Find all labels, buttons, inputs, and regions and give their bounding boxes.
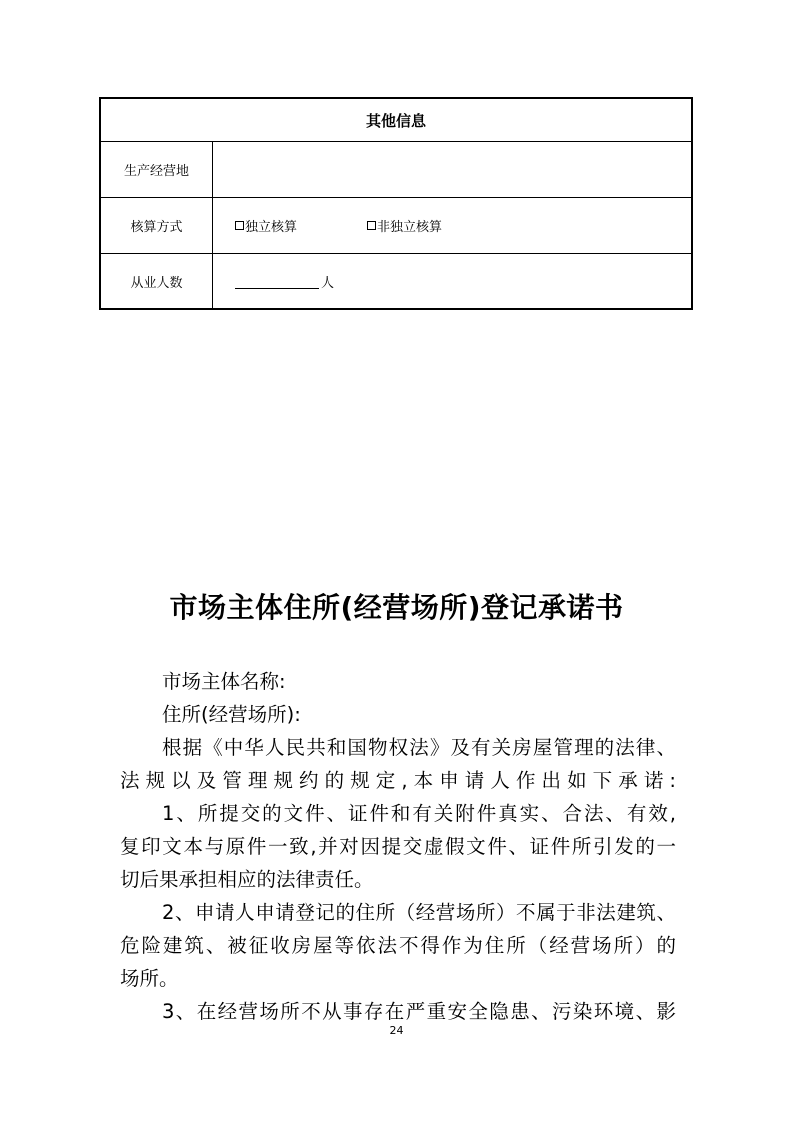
employee-count-label: 从业人数 [101,254,213,308]
employee-count-unit: 人 [321,275,335,291]
other-info-table [99,97,693,310]
pledge-body [120,665,676,1028]
pledge-line: 复印文本与原件一致,并对因提交虚假文件、证件所引发的一 [120,835,676,858]
pledge-line: 1、所提交的文件、证件和有关附件真实、合法、有效, [162,802,676,825]
accounting-method-options [213,198,691,253]
table-header: 其他信息 [101,99,691,142]
independent-accounting-option[interactable] [235,216,297,235]
table-row-employee-count [101,254,691,308]
table-row-accounting-method [101,198,691,254]
independent-accounting-label: 独立核算 [245,220,298,235]
pledge-line: 住所(经营场所): [162,703,301,726]
pledge-line: 市场主体名称: [162,670,286,693]
pledge-line: 2、申请人申请登记的住所（经营场所）不属于非法建筑、 [162,901,676,924]
production-site-field[interactable] [213,142,691,197]
employee-count-blank[interactable] [235,274,319,289]
non-independent-accounting-label: 非独立核算 [377,220,443,235]
pledge-line: 法规以及管理规约的规定,本申请人作出如下承诺: [120,769,676,792]
accounting-method-label: 核算方式 [101,198,213,253]
pledge-line: 切后果承担相应的法律责任。 [120,868,374,891]
pledge-line: 场所。 [120,967,179,990]
table-row-production-site [101,142,691,198]
pledge-line: 根据《中华人民共和国物权法》及有关房屋管理的法律、 [162,736,676,759]
pledge-line: 3、在经营场所不从事存在严重安全隐患、污染环境、影 [162,1000,676,1023]
non-independent-accounting-option[interactable] [367,216,442,235]
checkbox-icon[interactable] [367,221,376,230]
page-number: 24 [389,1024,404,1037]
pledge-line: 危险建筑、被征收房屋等依法不得作为住所（经营场所）的 [120,934,676,957]
employee-count-field [213,254,691,308]
pledge-title: 市场主体住所(经营场所)登记承诺书 [169,591,624,624]
checkbox-icon[interactable] [235,221,244,230]
production-site-label: 生产经营地 [101,142,213,197]
